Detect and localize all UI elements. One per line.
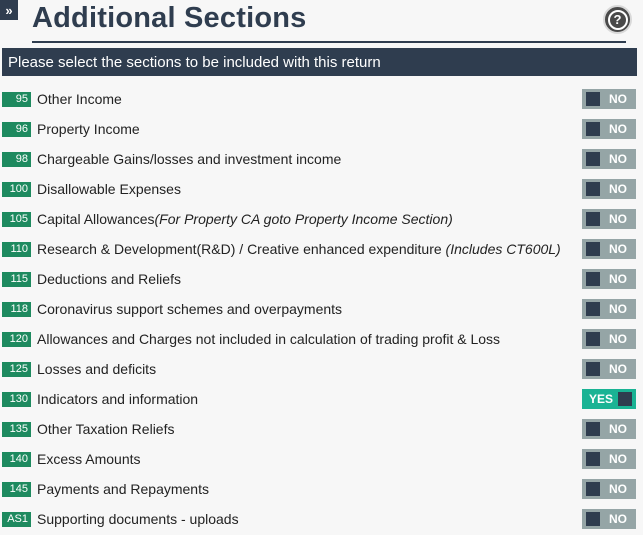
section-note: (Includes CT600L) bbox=[445, 241, 561, 257]
instruction-text: Please select the sections to be included with this return bbox=[8, 53, 381, 71]
section-toggle[interactable] bbox=[582, 269, 636, 289]
section-code-badge: 105 bbox=[2, 212, 31, 227]
title-divider bbox=[32, 41, 626, 43]
toggle-knob bbox=[586, 182, 600, 196]
toggle-state: NO bbox=[609, 242, 627, 256]
section-code-badge: 135 bbox=[2, 422, 31, 437]
section-code-badge: 120 bbox=[2, 332, 31, 347]
question-circle-icon bbox=[608, 10, 628, 30]
double-chevron-right-icon: » bbox=[5, 2, 13, 18]
section-code-badge: 140 bbox=[2, 452, 31, 467]
toggle-state: NO bbox=[609, 452, 627, 466]
toggle-knob bbox=[586, 152, 600, 166]
toggle-state: NO bbox=[609, 152, 627, 166]
section-row bbox=[0, 85, 643, 115]
sections-list bbox=[0, 85, 643, 535]
section-label-text: Property Income bbox=[37, 121, 140, 137]
section-row bbox=[0, 475, 643, 505]
section-label bbox=[37, 391, 198, 407]
section-toggle[interactable] bbox=[582, 239, 636, 259]
toggle-knob bbox=[586, 242, 600, 256]
section-label-text: Other Income bbox=[37, 91, 122, 107]
toggle-state: NO bbox=[609, 482, 627, 496]
section-label bbox=[37, 121, 140, 137]
section-label-text: Chargeable Gains/losses and investment income bbox=[37, 151, 342, 167]
section-label bbox=[37, 421, 174, 437]
section-note: (For Property CA goto Property Income Section) bbox=[154, 211, 453, 227]
section-toggle[interactable] bbox=[582, 149, 636, 169]
toggle-knob bbox=[586, 422, 600, 436]
toggle-knob bbox=[586, 272, 600, 286]
toggle-knob bbox=[586, 452, 600, 466]
section-row bbox=[0, 235, 643, 265]
section-label-text: Deductions and Reliefs bbox=[37, 271, 181, 287]
section-label-text: Other Taxation Reliefs bbox=[37, 421, 175, 437]
section-label bbox=[37, 181, 181, 197]
help-button[interactable] bbox=[603, 5, 632, 34]
section-label-text: Allowances and Charges not included in calculation of trading profit & Loss bbox=[37, 331, 501, 347]
section-label bbox=[37, 91, 122, 107]
section-label bbox=[37, 271, 181, 287]
section-toggle[interactable] bbox=[582, 479, 636, 499]
toggle-knob bbox=[618, 392, 632, 406]
toggle-state: NO bbox=[609, 362, 627, 376]
toggle-knob bbox=[586, 332, 600, 346]
toggle-state: NO bbox=[609, 422, 627, 436]
help-glyph: ? bbox=[613, 12, 622, 27]
section-code-badge: AS1 bbox=[2, 512, 31, 527]
section-label-text: Capital Allowances bbox=[37, 211, 155, 227]
section-toggle[interactable] bbox=[582, 209, 636, 229]
toggle-state: NO bbox=[609, 212, 627, 226]
toggle-state: NO bbox=[609, 182, 627, 196]
section-row bbox=[0, 175, 643, 205]
toggle-state: NO bbox=[609, 302, 627, 316]
instruction-banner bbox=[2, 48, 637, 76]
section-label-text: Payments and Repayments bbox=[37, 481, 209, 497]
section-row bbox=[0, 115, 643, 145]
toggle-state: NO bbox=[609, 92, 627, 106]
toggle-state: YES bbox=[589, 392, 614, 406]
toggle-knob bbox=[586, 302, 600, 316]
section-row bbox=[0, 355, 643, 385]
section-row bbox=[0, 265, 643, 295]
toggle-knob bbox=[586, 482, 600, 496]
section-row bbox=[0, 445, 643, 475]
section-label bbox=[37, 151, 341, 167]
section-toggle[interactable] bbox=[582, 419, 636, 439]
toggle-knob bbox=[586, 122, 600, 136]
section-label bbox=[37, 211, 453, 227]
section-label bbox=[37, 331, 500, 347]
toggle-state: NO bbox=[609, 332, 627, 346]
section-toggle[interactable] bbox=[582, 89, 636, 109]
section-label bbox=[37, 361, 156, 377]
section-label-text: Losses and deficits bbox=[37, 361, 157, 377]
section-code-badge: 125 bbox=[2, 362, 31, 377]
section-toggle[interactable] bbox=[582, 329, 636, 349]
toggle-state: NO bbox=[609, 512, 627, 526]
section-toggle[interactable] bbox=[582, 509, 636, 529]
section-row bbox=[0, 505, 643, 535]
section-row bbox=[0, 205, 643, 235]
section-label bbox=[37, 301, 342, 317]
toggle-knob bbox=[586, 362, 600, 376]
section-code-badge: 98 bbox=[2, 152, 31, 167]
section-label bbox=[37, 511, 239, 527]
section-code-badge: 100 bbox=[2, 182, 31, 197]
section-toggle[interactable] bbox=[582, 119, 636, 139]
section-code-badge: 118 bbox=[2, 302, 31, 317]
section-label-text: Supporting documents - uploads bbox=[37, 511, 239, 527]
section-label bbox=[37, 481, 209, 497]
section-row bbox=[0, 385, 643, 415]
section-toggle[interactable] bbox=[582, 389, 636, 409]
expand-sidebar-button[interactable] bbox=[0, 0, 18, 20]
page-title: Additional Sections bbox=[32, 2, 307, 34]
section-toggle[interactable] bbox=[582, 449, 636, 469]
toggle-knob bbox=[586, 212, 600, 226]
section-toggle[interactable] bbox=[582, 359, 636, 379]
section-row bbox=[0, 415, 643, 445]
toggle-state: NO bbox=[609, 272, 627, 286]
toggle-knob bbox=[586, 92, 600, 106]
section-label-text: Coronavirus support schemes and overpayments bbox=[37, 301, 343, 317]
section-toggle[interactable] bbox=[582, 179, 636, 199]
section-code-badge: 96 bbox=[2, 122, 31, 137]
section-code-badge: 145 bbox=[2, 482, 31, 497]
section-label bbox=[37, 451, 141, 467]
section-label bbox=[37, 241, 561, 257]
section-row bbox=[0, 325, 643, 355]
section-code-badge: 95 bbox=[2, 92, 31, 107]
section-code-badge: 130 bbox=[2, 392, 31, 407]
section-row bbox=[0, 295, 643, 325]
section-label-text: Indicators and information bbox=[37, 391, 199, 407]
section-label-text: Research & Development(R&D) / Creative enhanced expenditure bbox=[37, 241, 446, 257]
section-toggle[interactable] bbox=[582, 299, 636, 319]
section-code-badge: 110 bbox=[2, 242, 31, 257]
section-row bbox=[0, 145, 643, 175]
section-label-text: Excess Amounts bbox=[37, 451, 141, 467]
section-code-badge: 115 bbox=[2, 272, 31, 287]
toggle-state: NO bbox=[609, 122, 627, 136]
toggle-knob bbox=[586, 512, 600, 526]
section-label-text: Disallowable Expenses bbox=[37, 181, 181, 197]
